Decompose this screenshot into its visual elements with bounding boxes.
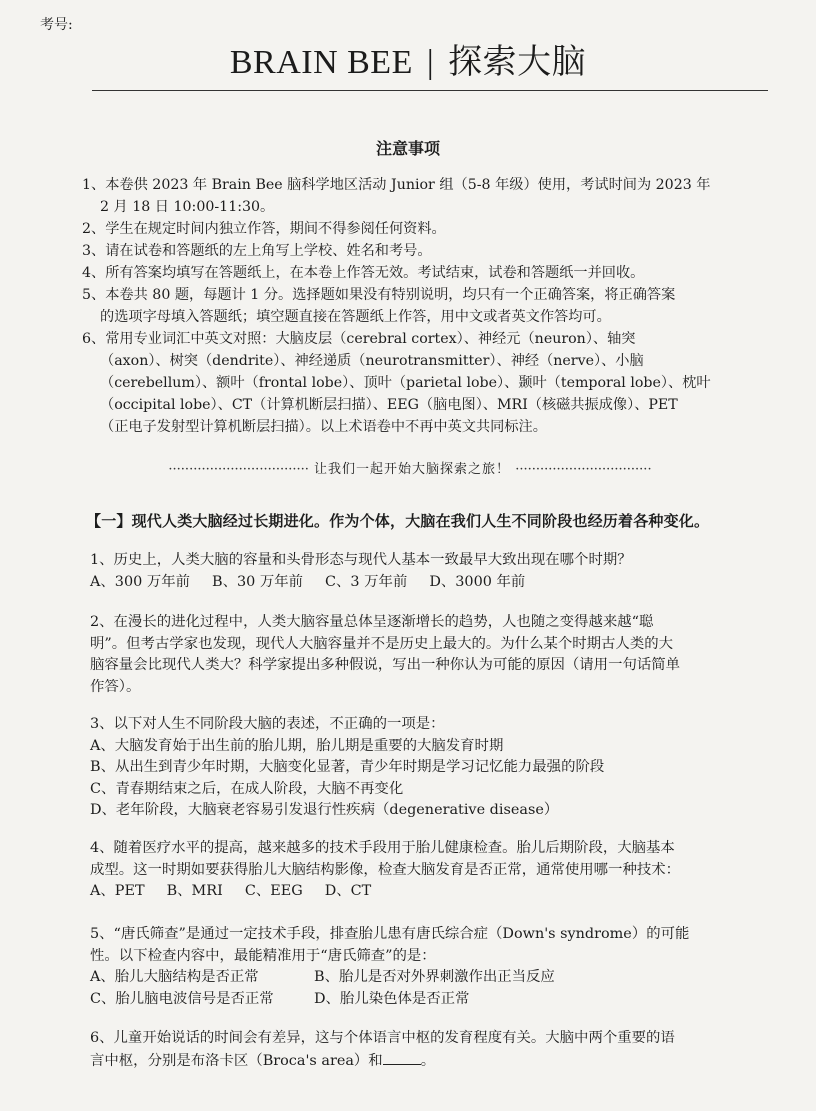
question-line-text: 言中枢，分别是布洛卡区（Broca's area）和 [90,1052,383,1069]
option-d: D、老年阶段，大脑衰老容易引发退行性疾病（degenerative disease） [90,802,559,818]
question-stem: 3、以下对人生不同阶段大脑的表述，不正确的一项是： [90,716,445,732]
question-line: 脑容量会比现代人类大？科学家提出多种假说，写出一种你认为可能的原因（请用一句话简单 [90,657,681,673]
title-chinese: 探索大脑 [448,44,587,81]
fill-in-blank [383,1050,421,1065]
option-c: C、胎儿脑电波信号是否正常 [90,990,274,1007]
option-d: D、胎儿染色体是否正常 [314,990,470,1007]
question-line: 2、在漫长的进化过程中，人类大脑容量总体呈逐渐增长的趋势，人也随之变得越来越“聪 [90,614,654,630]
question-5 [90,924,758,1010]
question-4 [90,838,758,903]
header-rule [92,90,768,91]
option-d: D、CT [324,883,372,899]
question-options-row-2 [90,989,758,1011]
question-line-end: 。 [420,1052,436,1069]
question-3 [90,714,758,822]
question-6 [90,1028,758,1072]
exam-number-label: 考号: [40,17,73,33]
notice-line: 6、常用专业词汇中英文对照：大脑皮层（cerebral cortex）、神经元（neuron）、轴突 [82,331,636,347]
notice-line: 2、学生在规定时间内独立作答，期间不得参阅任何资料。 [82,221,446,237]
divider-text: 让我们一起开始大脑探索之旅！ [314,462,511,477]
question-line: 性。以下检查内容中，最能精准用于“唐氏筛查”的是： [90,947,436,964]
question-line: 5、“唐氏筛查”是通过一定技术手段，排查胎儿患有唐氏综合症（Down's syndrome）的可能 [90,926,690,942]
notice-list [82,174,762,438]
question-line: 成型。这一时期如要获得胎儿大脑结构影像，检查大脑发育是否正常，通常使用哪一种技术： [90,861,681,878]
exam-title [0,34,816,83]
option-c: C、青春期结束之后，在成人阶段，大脑不再变化 [90,780,404,797]
option-c: C、EEG [244,883,303,899]
question-1 [90,550,758,593]
notice-line: 1、本卷供 2023 年 Brain Bee 脑科学地区活动 Junior 组（5-8 年级）使用，考试时间为 2023 年 [82,177,711,193]
option-b: B、30 万年前 [212,573,304,590]
section-divider [110,458,710,477]
notice-line: （axon）、树突（dendrite）、神经递质（neurotransmitter）、神经（nerve）、小脑 [100,353,644,369]
question-line [90,1050,758,1073]
title-separator: | [426,44,435,81]
option-a: A、PET [90,883,145,899]
question-stem: 1、历史上，人类大脑的容量和头骨形态与现代人基本一致最早大致出现在哪个时期？ [90,552,632,568]
question-line: 明”。但考古学家也发现，现代人大脑容量并不是历史上最大的。为什么某个时期古人类的大 [90,635,673,652]
option-a: A、大脑发育始于出生前的胎儿期，胎儿期是重要的大脑发育时期 [90,737,504,754]
option-c: C、3 万年前 [325,573,408,590]
notice-line: 5、本卷共 80 题，每题计 1 分。选择题如果没有特别说明，均只有一个正确答案，将正确答案 [82,287,676,303]
notice-line: （cerebellum）、额叶（frontal lobe）、顶叶（parietal lobe）、颞叶（temporal lobe）、枕叶 [100,375,711,391]
option-a: A、300 万年前 [90,573,190,590]
section-1-title: 【一】现代人类大脑经过长期进化。作为个体，大脑在我们人生不同阶段也经历着各种变化。 [86,512,710,530]
divider-dots-left: ·································· [168,462,309,477]
question-options [90,572,758,594]
divider-dots-right: ································· [515,462,652,477]
notice-title: 注意事项 [375,139,440,158]
question-line: 作答）。 [90,678,141,695]
notice-line: （occipital lobe）、CT（计算机断层扫描）、EEG（脑电图）、MRI（核磁共振成像）、PET [100,397,678,413]
option-b: B、从出生到青少年时期，大脑变化显著，青少年时期是学习记忆能力最强的阶段 [90,759,605,775]
notice-line: 的选项字母填入答题纸；填空题直接在答题纸上作答，用中文或者英文作答均可。 [100,309,611,325]
question-2 [90,612,758,698]
notice-line: 3、请在试卷和答题纸的左上角写上学校、姓名和考号。 [82,243,432,259]
option-a: A、胎儿大脑结构是否正常 [90,969,259,985]
option-b: B、胎儿是否对外界刺激作出正当反应 [314,969,555,985]
notice-line: 4、所有答案均填写在答题纸上，在本卷上作答无效。考试结束，试卷和答题纸一并回收。 [82,265,645,281]
question-options-row-1 [90,967,758,989]
question-line: 4、随着医疗水平的提高，越来越多的技术手段用于胎儿健康检查。胎儿后期阶段，大脑基本 [90,840,675,856]
option-b: B、MRI [166,883,223,899]
title-brain-bee: BRAIN BEE [229,44,413,81]
question-options [90,881,758,903]
notice-line: 2 月 18 日 10:00-11:30。 [100,199,275,215]
question-line: 6、儿童开始说话的时间会有差异，这与个体语言中枢的发育程度有关。大脑中两个重要的语 [90,1030,675,1046]
option-d: D、3000 年前 [429,573,526,590]
notice-line: （正电子发射型计算机断层扫描）。以上术语卷中不再中英文共同标注。 [100,419,547,435]
